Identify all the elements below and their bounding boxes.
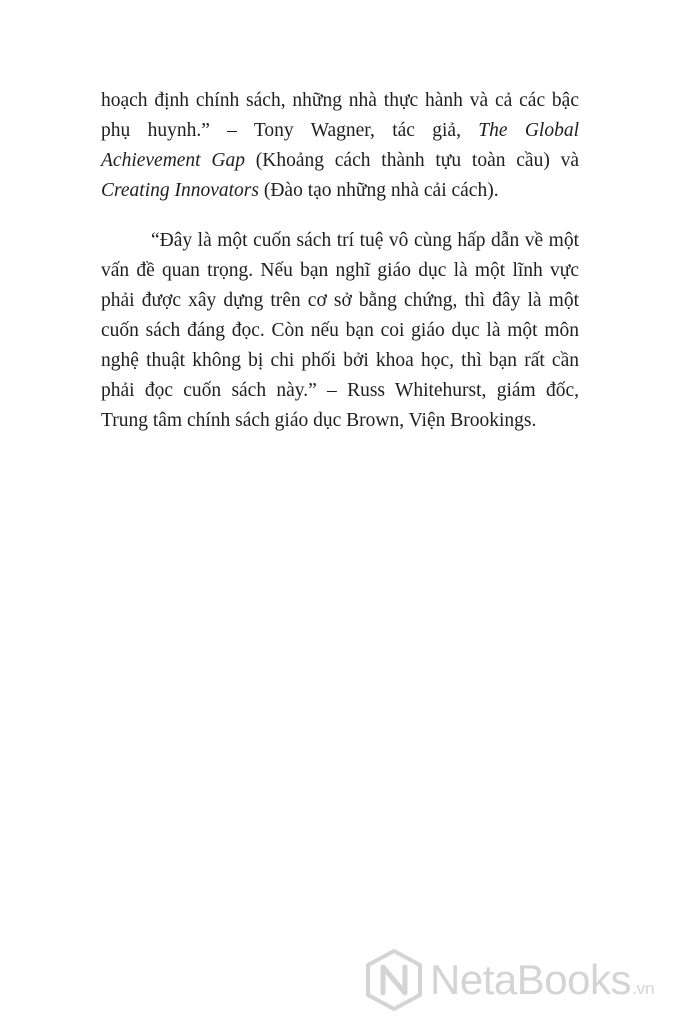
netabooks-watermark bbox=[366, 947, 655, 1013]
netabooks-logo-icon bbox=[366, 949, 422, 1011]
paragraph-1 bbox=[101, 86, 579, 206]
paragraph-1-text-b: (Khoảng cách thành tựu toàn cầu) và bbox=[244, 150, 580, 171]
paragraph-1-text-c: (Đào tạo những nhà cải cách). bbox=[258, 180, 499, 201]
paragraph-1-text-a: hoạch định chính sách, những nhà thực hành và cả các bậc phụ huynh.” – Tony Wagner, tác giả, bbox=[101, 90, 579, 141]
book-title-global-achievement-gap: The Global Achievement Gap bbox=[101, 120, 579, 171]
page-text bbox=[101, 86, 579, 436]
watermark-brand: NetaBooks bbox=[430, 956, 631, 1003]
book-title-creating-innovators: Creating Innovators bbox=[101, 180, 259, 201]
paragraph-2: “Đây là một cuốn sách trí tuệ vô cùng hấp dẫn về một vấn đề quan trọng. Nếu bạn nghĩ giáo dục là một lĩnh vực phải được xây dựng trên cơ sở bằng chứng, thì đây là một cuốn sách đáng đọc. Còn nếu bạn coi giáo dục là một môn nghệ thuật không bị chi phối bởi khoa học, thì bạn rất cần phải đọc cuốn sách này.” – Russ Whitehurst, giám đốc, Trung tâm chính sách giáo dục Brown, Viện Brookings. bbox=[101, 230, 579, 431]
watermark-domain-suffix: .vn bbox=[631, 979, 655, 998]
